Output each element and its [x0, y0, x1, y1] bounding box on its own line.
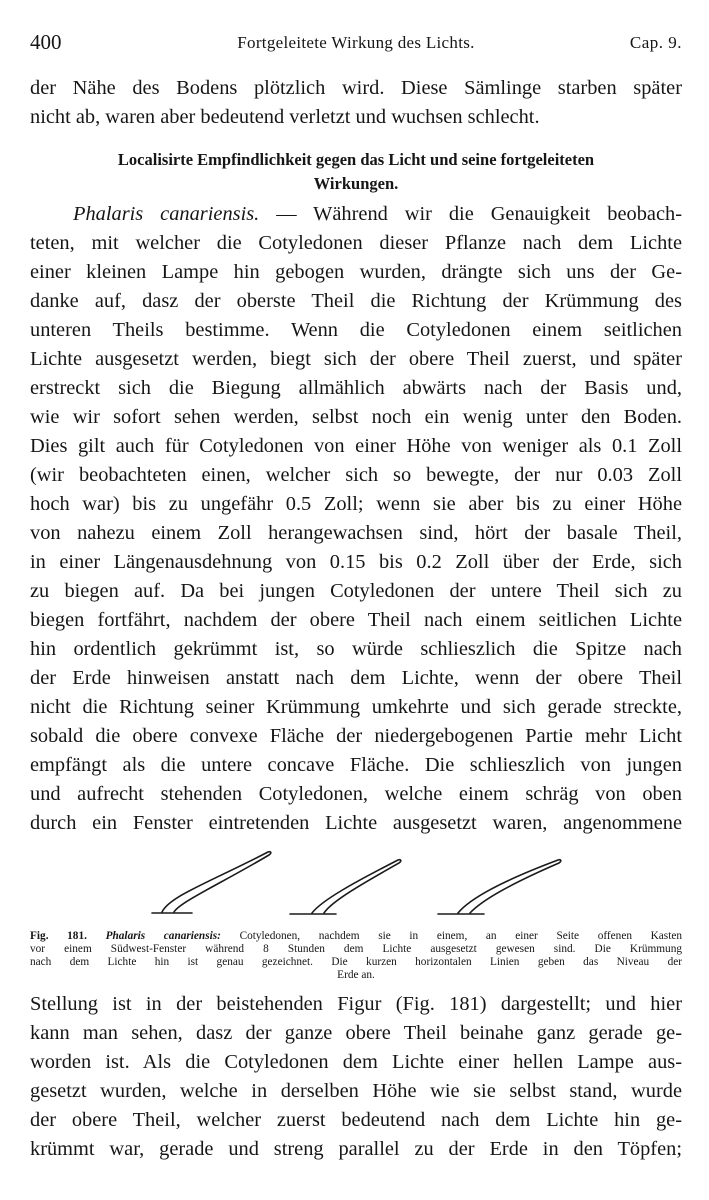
text-line: krümmt war, gerade und streng parallel zu der Erde in den Töpfen; [30, 1138, 682, 1160]
text-line: (wir beobachteten einen, welcher sich so bewegte, der nur 0.03 Zoll [30, 464, 682, 486]
text-line: der Nähe des Bodens plötzlich wird. Diese Sämlinge starben später [30, 77, 682, 99]
text-line: kann man sehen, dasz der ganze obere Theil beinahe ganz gerade ge- [30, 1022, 682, 1044]
text-line: wie wir sofort sehen werden, selbst noch ein wenig unter den Boden. [30, 406, 682, 428]
section-heading-line: Wirkungen. [313, 174, 399, 193]
figure-181-illustration [140, 846, 580, 926]
top-paragraph [30, 74, 682, 132]
text-line: Dies gilt auch für Cotyledonen von einer Höhe von weniger als 0.1 Zoll [30, 435, 682, 457]
text-line: worden ist. Als die Cotyledonen dem Lichte einer hellen Lampe aus- [30, 1051, 682, 1073]
text-line: empfängt als die untere concave Fläche. Die schlieszlich von jungen [30, 754, 682, 776]
caption-line: vor einem Südwest-Fenster während 8 Stunden dem Lichte ausgesetzt gewesen sind. Die Krümmung [30, 943, 682, 955]
text-line: einer kleinen Lampe hin gebogen wurden, drängte sich uns der Ge- [30, 261, 682, 283]
text-line: in einer Längenausdehnung von 0.15 bis 0.2 Zoll über der Erde, sich [30, 551, 682, 573]
text-line: der obere Theil, welcher zuerst bedeutend nach dem Lichte hin ge- [30, 1109, 682, 1131]
text-line: Stellung ist in der beistehenden Figur (Fig. 181) dargestellt; und hier [30, 993, 682, 1015]
text-line: unteren Theils bestimme. Wenn die Cotyledonen einem seitlichen [30, 319, 682, 341]
main-paragraph [30, 200, 682, 838]
text-line: nicht die Richtung seiner Krümmung umkehrte und sich gerade streckte, [30, 696, 682, 718]
text-line: teten, mit welcher die Cotyledonen dieser Pflanze nach dem Lichte [30, 232, 682, 254]
cotyledon-drawing-3 [438, 860, 561, 914]
text-line [30, 200, 682, 229]
chapter-label: Cap. 9. [629, 33, 682, 52]
caption-line: nach dem Lichte hin ist genau gezeichnet. Die kurzen horizontalen Linien geben das Niveau der [30, 956, 682, 968]
figure-number: Fig. 181. [30, 930, 87, 942]
text-line: der Erde hinweisen anstatt nach dem Lichte, wenn der obere Theil [30, 667, 682, 689]
running-title: Fortgeleitete Wirkung des Lichts. [237, 33, 475, 52]
text-line: danke auf, dasz der oberste Theil die Richtung der Krümmung des [30, 290, 682, 312]
caption-line: Erde an. [337, 969, 375, 981]
caption-line-rest: Cotyledonen, nachdem sie in einem, an einer Seite offenen Kasten [220, 930, 683, 942]
text-line: und aufrecht stehenden Cotyledonen, welche einem schräg von oben [30, 783, 682, 805]
cotyledon-drawings [140, 846, 580, 926]
bottom-paragraph [30, 990, 682, 1164]
text-line: biegen fortfährt, nachdem der obere Theil nach einem seitlichen Lichte [30, 609, 682, 631]
text-line: Lichte ausgesetzt werden, biegt sich der obere Theil zuerst, und später [30, 348, 682, 370]
section-heading-line: Localisirte Empfindlichkeit gegen das Licht und seine fortgeleiteten [117, 150, 595, 169]
page-number: 400 [30, 30, 62, 54]
text-line: von nahezu einem Zoll herangewachsen sind, hört der basale Theil, [30, 522, 682, 544]
caption-taxon: Phalaris canariensis: [105, 930, 221, 942]
text-line: sobald die obere convexe Fläche der niedergebogenen Partie mehr Licht [30, 725, 682, 747]
caption-line [30, 930, 682, 943]
running-header [30, 30, 682, 56]
text-line: zu biegen auf. Da bei jungen Cotyledonen der untere Theil sich zu [30, 580, 682, 602]
figure-caption [30, 930, 682, 982]
text-line: nicht ab, waren aber bedeutend verletzt und wuchsen schlecht. [30, 106, 540, 128]
text-line: hin ordentlich gekrümmt ist, so würde schlieszlich die Spitze nach [30, 638, 682, 660]
text-line-rest: — Während wir die Genauigkeit beobach- [259, 203, 682, 225]
text-line: gesetzt wurden, welche in derselben Höhe wie sie selbst stand, wurde [30, 1080, 682, 1102]
cotyledon-drawing-2 [290, 860, 401, 914]
text-line: hoch war) bis zu ungefähr 0.5 Zoll; wenn sie aber bis zu einer Höhe [30, 493, 682, 515]
text-line: durch ein Fenster eintretenden Lichte ausgesetzt waren, angenommene [30, 812, 682, 834]
cotyledon-drawing-1 [152, 852, 271, 913]
taxon-name: Phalaris canariensis. [73, 203, 260, 225]
text-line: erstreckt sich die Biegung allmählich abwärts nach der Basis und, [30, 377, 682, 399]
section-heading [30, 148, 682, 196]
